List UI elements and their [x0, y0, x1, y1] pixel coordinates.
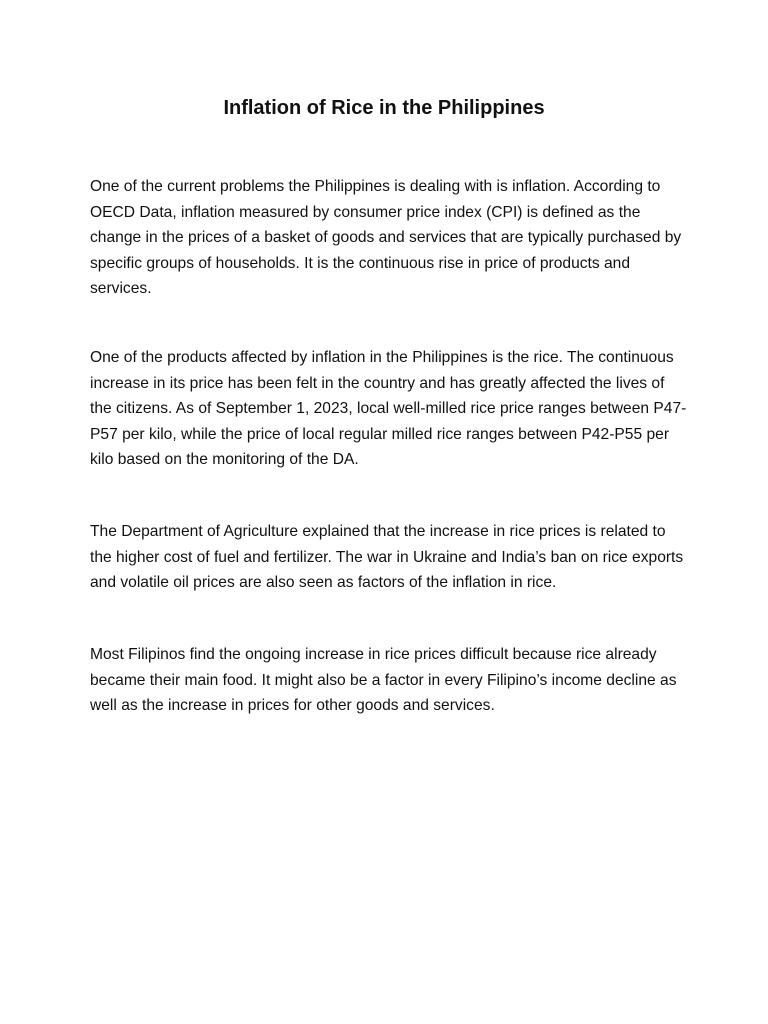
document-title: Inflation of Rice in the Philippines — [223, 97, 545, 119]
paragraph-rice-prices: One of the products affected by inflation in the Philippines is the rice. The continuous increase in its price has been felt in the country and has greatly affected the lives of the citizens. As of September 1, 2023, local well-milled rice price ranges between P47-P57 per kilo, while the price of local regular milled rice ranges between P42-P55 per kilo based on the monitoring of the DA. — [90, 349, 687, 469]
paragraph-inflation-definition: One of the current problems the Philippines is dealing with is inflation. According to OECD Data, inflation measured by consumer price index (CPI) is defined as the change in the prices of a basket of goods and services that are typically purchased by specific groups of households. It is the continuous rise in price of products and services. — [90, 178, 682, 298]
paragraph-causes: The Department of Agriculture explained that the increase in rice prices is related to the higher cost of fuel and fertilizer. The war in Ukraine and India’s ban on rice exports and volatile oil prices are also seen as factors of the inflation in rice. — [90, 523, 684, 592]
paragraph-impact: Most Filipinos find the ongoing increase in rice prices difficult because rice already became their main food. It might also be a factor in every Filipino’s income decline as well as the increase in prices for other goods and services. — [90, 646, 677, 715]
